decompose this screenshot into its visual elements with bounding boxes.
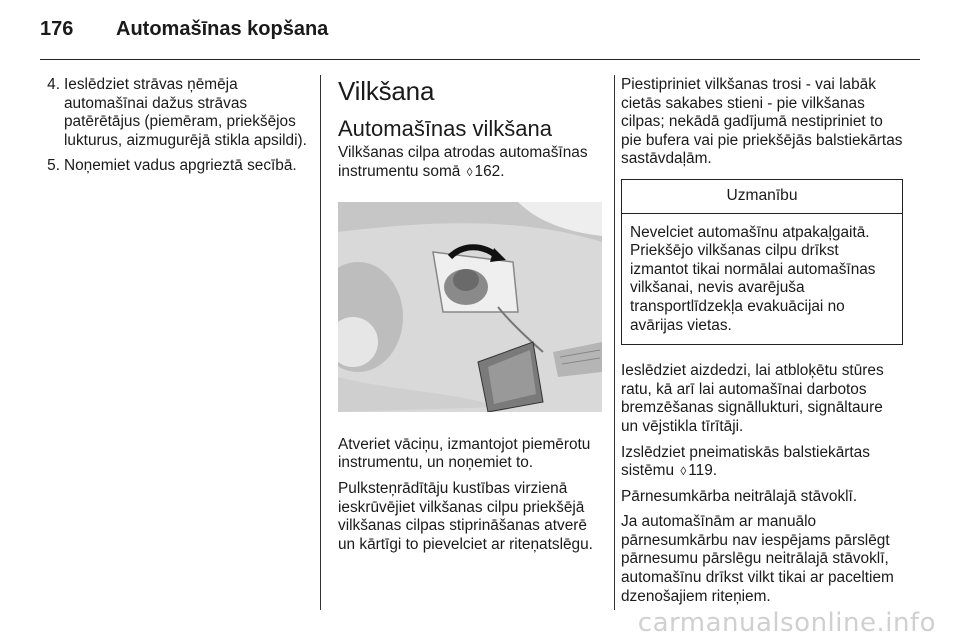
page-header — [40, 18, 328, 48]
column-left — [40, 76, 310, 183]
step-text: Ieslēdziet strāvas ņēmēja automašīnai dažus strāvas patērētājus (piemēram, priekšējos lukturus, aizmugurējā stikla apsildi). — [64, 76, 307, 149]
warning-box — [621, 179, 903, 345]
column-divider-1 — [320, 75, 321, 610]
page-number: 176 — [40, 18, 74, 40]
section-title: Automašīnas kopšana — [116, 18, 329, 40]
column-right — [621, 76, 903, 613]
subsection-heading: Automašīnas vilkšana — [338, 116, 552, 141]
paragraph-open-cover: Atveriet vāciņu, izmantojot piemērotu instrumentu, un noņemiet to. — [338, 435, 591, 472]
paragraph-suspension: Izslēdziet pneimatiskās balstiekārtas sistēmu ◊ 119. — [621, 443, 870, 480]
steps-list — [40, 76, 310, 176]
page-ref-icon[interactable]: ◊ — [466, 164, 473, 179]
step-number: 5. — [47, 157, 60, 175]
paragraph-manual-gearbox: Ja automašīnām ar manuālo pārnesumkārbu nav iespējams pārslēgt pārnesumu pārslēgu neitrālajā stāvoklī, automašīnu drīkst vilkt tikai ar paceltiem dzenošajiem riteņiem. — [621, 513, 894, 605]
page-ref[interactable]: 119. — [688, 462, 718, 480]
list-item — [40, 76, 310, 150]
warning-text: Nevelciet automašīnu atpakaļgaitā. Priekšējo vilkšanas cilpu drīkst izmantot tikai normālai automašīnas vilkšanai, nevis avarējuša transportlīdzekļa evakuācijai no avārijas vietas. — [630, 223, 876, 334]
column-middle — [338, 76, 604, 561]
section-heading: Vilkšana — [338, 76, 435, 106]
paragraph-attach-rope: Piestipriniet vilkšanas trosi - vai labāk cietās sakabes stieni - pie vilkšanas cilpas; nekādā gadījumā nestipriniet to pie bufera vai pie priekšējās balstiekārtas sastāvdaļām. — [621, 76, 903, 168]
step-text: Noņemiet vadus apgrieztā secībā. — [64, 157, 297, 175]
watermark: carmanualsonline.info — [637, 608, 936, 638]
intro-paragraph: Vilkšanas cilpa atrodas automašīnas instrumentu somā ◊ 162. — [338, 144, 588, 180]
paragraph-ignition: Ieslēdziet aizdedzi, lai atbloķētu stūres ratu, kā arī lai automašīnai darbotos bremzēšanas signāllukturi, signāltaure un vējstikla tīrītāji. — [621, 362, 884, 435]
step-number: 4. — [47, 76, 60, 93]
page-ref-icon[interactable]: ◊ — [680, 464, 687, 479]
header-rule — [40, 59, 920, 60]
page-ref[interactable]: 162. — [474, 162, 505, 180]
paragraph-screw-eye: Pulksteņrādītāju kustības virzienā ieskrūvējiet vilkšanas cilpu priekšējā vilkšanas cilpas stiprināšanas atverē un kārtīgi to pievelciet ar riteņatslēgu. — [338, 479, 593, 553]
towing-eye-illustration — [338, 202, 602, 412]
warning-title: Uzmanību — [622, 180, 902, 214]
list-item — [40, 157, 310, 176]
column-divider-2 — [614, 75, 615, 610]
paragraph-neutral: Pārnesumkārba neitrālajā stāvoklī. — [621, 487, 858, 505]
